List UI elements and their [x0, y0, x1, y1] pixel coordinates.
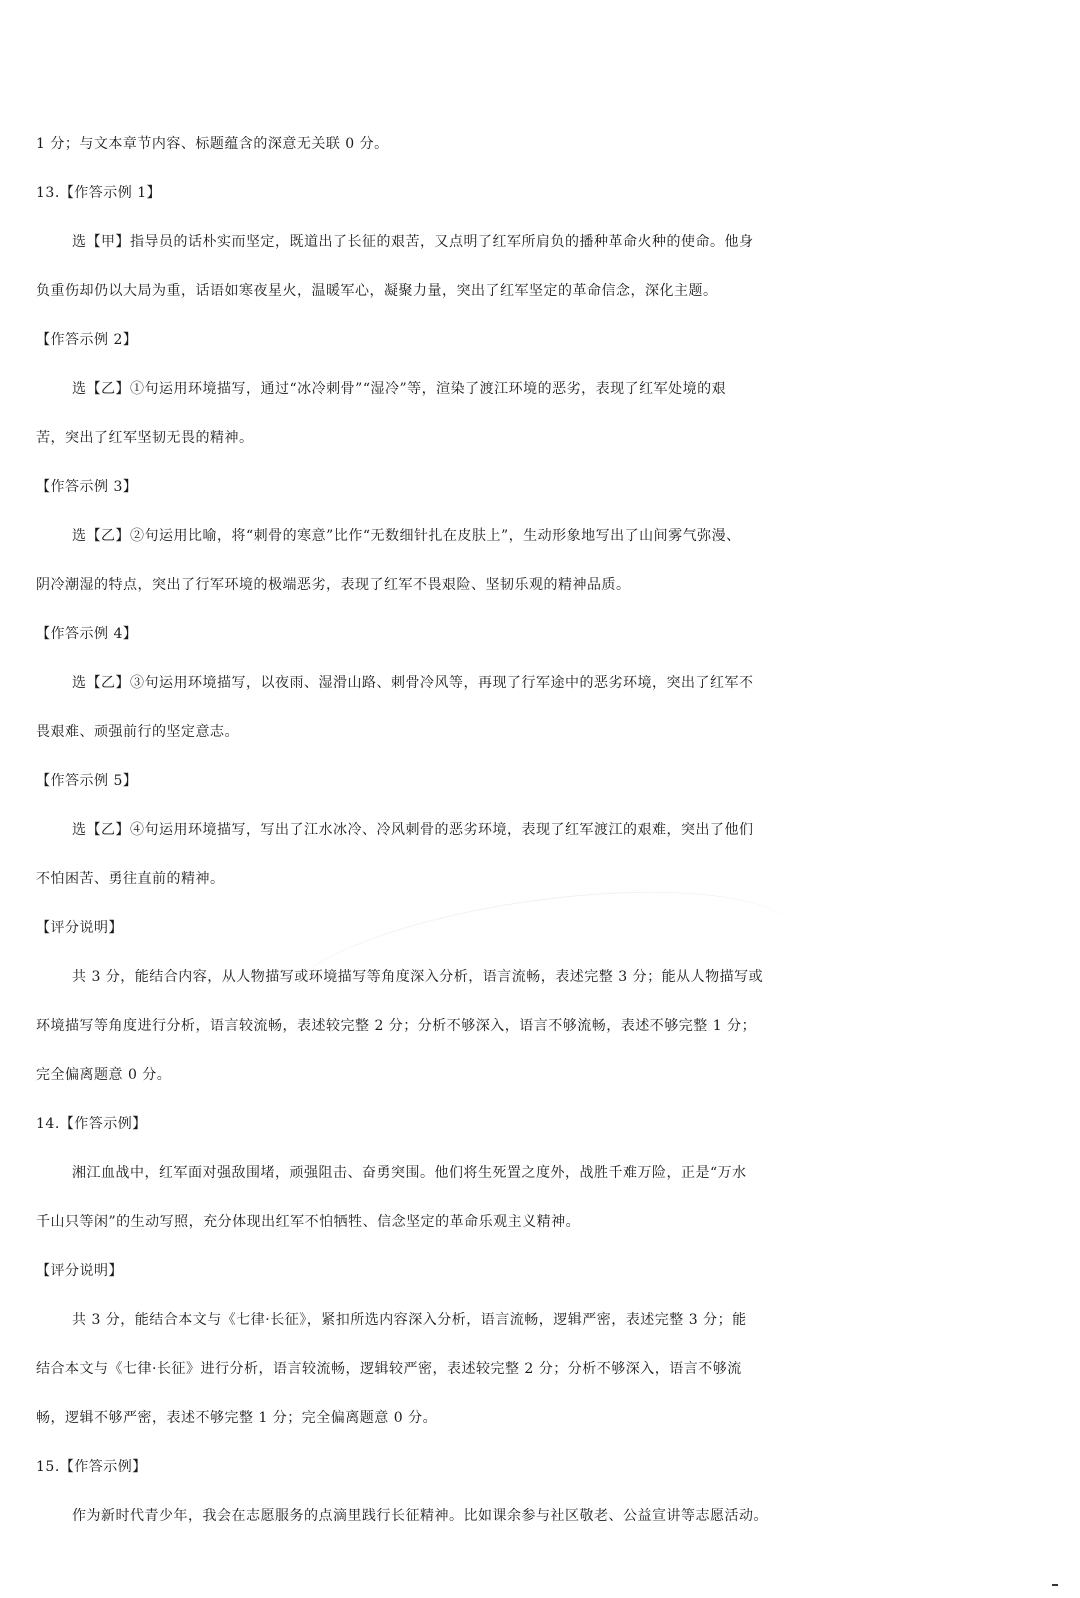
page-edge-mark: [1052, 1584, 1058, 1586]
q13-example-2-heading: 【作答示例 2】: [36, 332, 138, 348]
q14-scoring-line-3: 畅，逻辑不够严密，表述不够完整 1 分；完全偏离题意 0 分。: [36, 1410, 438, 1426]
q14-scoring-line-2: 结合本文与《七律·长征》进行分析，语言较流畅，逻辑较严密，表述较完整 2 分；分析不够深入，语言不够流: [36, 1361, 742, 1377]
q13-scoring-line-1: 共 3 分，能结合内容，从人物描写或环境描写等角度深入分析，语言流畅，表述完整 3 分；能从人物描写或: [72, 969, 764, 985]
q14-example-line-1: 湘江血战中，红军面对强敌围堵，顽强阻击、奋勇突围。他们将生死置之度外，战胜千难万险，正是“万水: [72, 1165, 747, 1181]
q13-example-5-heading: 【作答示例 5】: [36, 773, 138, 789]
q15-example-line-1: 作为新时代青少年，我会在志愿服务的点滴里践行长征精神。比如课余参与社区敬老、公益宣讲等志愿活动。: [72, 1508, 768, 1524]
q13-example-5-line-2: 不怕困苦、勇往直前的精神。: [36, 871, 225, 887]
q13-example-4-line-1: 选【乙】③句运用环境描写，以夜雨、湿滑山路、刺骨冷风等，再现了行军途中的恶劣环境，突出了红军不: [72, 675, 754, 691]
q13-example-1-line-2: 负重伤却仍以大局为重，话语如寒夜星火，温暖军心，凝聚力量，突出了红军坚定的革命信念，深化主题。: [36, 283, 718, 299]
q13-example-1-heading: 13.【作答示例 1】: [36, 185, 162, 201]
q14-example-line-2: 千山只等闲”的生动写照，充分体现出红军不怕牺牲、信念坚定的革命乐观主义精神。: [36, 1214, 581, 1230]
q13-example-2-line-2: 苦，突出了红军坚韧无畏的精神。: [36, 430, 254, 446]
q13-scoring-line-2: 环境描写等角度进行分析，语言较流畅，表述较完整 2 分；分析不够深入，语言不够流畅，表述不够完整 1 分；: [36, 1018, 757, 1034]
q14-example-heading: 14.【作答示例】: [36, 1116, 147, 1132]
q13-example-2-line-1: 选【乙】①句运用环境描写，通过“冰冷刺骨”“湿冷”等，渲染了渡江环境的恶劣，表现了红军处境的艰: [72, 381, 727, 397]
text-line-prev-scoring-tail: 1 分；与文本章节内容、标题蕴含的深意无关联 0 分。: [36, 136, 389, 152]
q14-scoring-line-1: 共 3 分，能结合本文与《七律·长征》，紧扣所选内容深入分析，语言流畅，逻辑严密，表述完整 3 分；能: [72, 1312, 747, 1328]
q13-example-3-line-1: 选【乙】②句运用比喻，将“刺骨的寒意”比作“无数细针扎在皮肤上”，生动形象地写出了山间雾气弥漫、: [72, 528, 741, 544]
q13-example-4-heading: 【作答示例 4】: [36, 626, 138, 642]
q13-example-5-line-1: 选【乙】④句运用环境描写，写出了江水冰冷、冷风刺骨的恶劣环境，表现了红军渡江的艰难，突出了他们: [72, 822, 754, 838]
q13-scoring-line-3: 完全偏离题意 0 分。: [36, 1067, 172, 1083]
q14-scoring-heading: 【评分说明】: [36, 1263, 123, 1279]
q13-example-3-line-2: 阴冷潮湿的特点，突出了行军环境的极端恶劣，表现了红军不畏艰险、坚韧乐观的精神品质。: [36, 577, 631, 593]
q13-scoring-heading: 【评分说明】: [36, 920, 123, 936]
q13-example-1-line-1: 选【甲】指导员的话朴实而坚定，既道出了长征的艰苦，又点明了红军所肩负的播种革命火种的使命。他身: [72, 234, 754, 250]
q13-example-3-heading: 【作答示例 3】: [36, 479, 138, 495]
q15-example-heading: 15.【作答示例】: [36, 1459, 147, 1475]
q13-example-4-line-2: 畏艰难、顽强前行的坚定意志。: [36, 724, 239, 740]
